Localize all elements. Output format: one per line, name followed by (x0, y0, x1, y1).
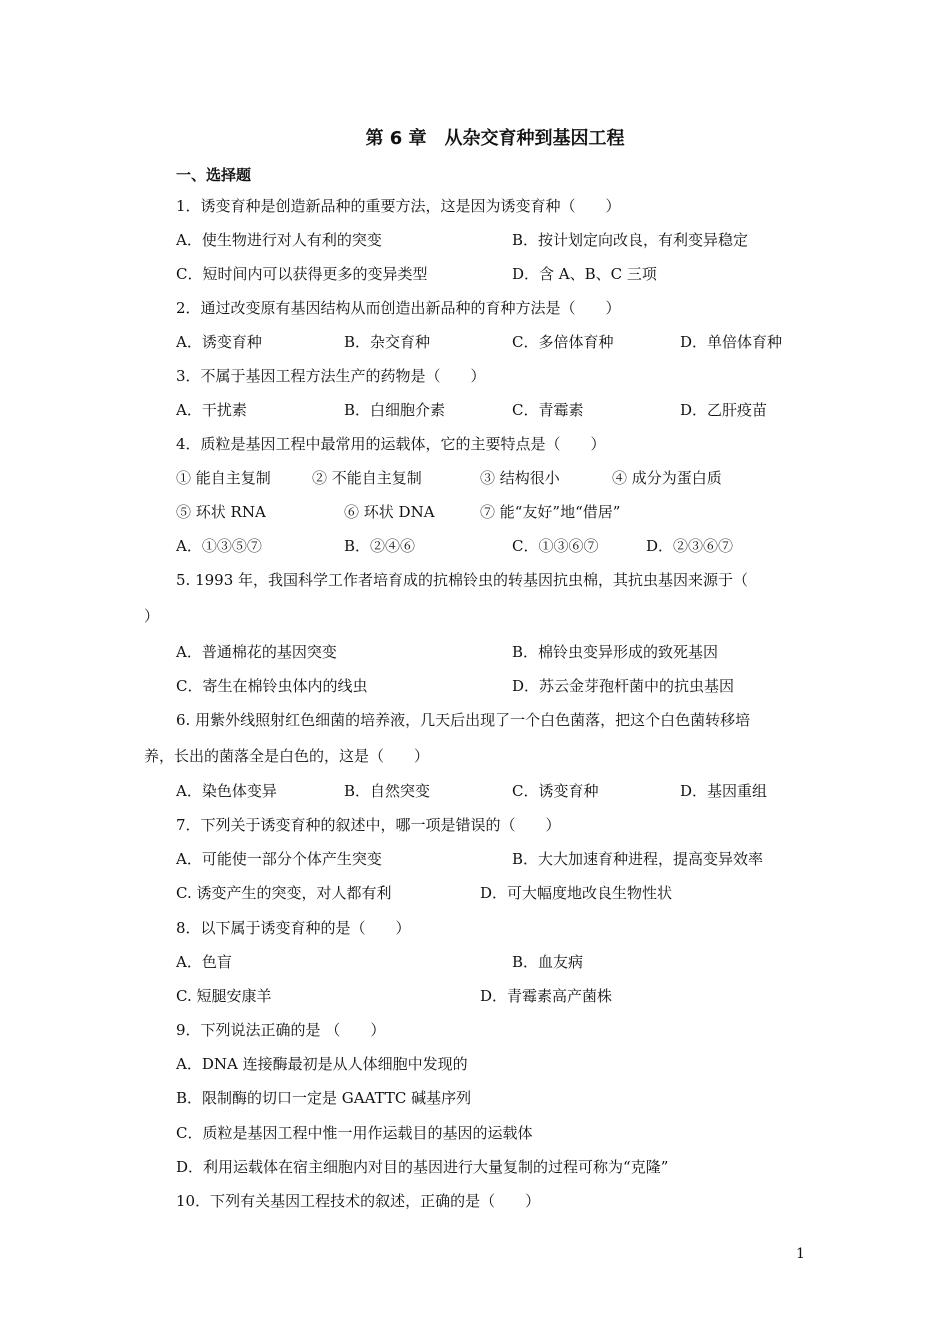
question-4-stem: 4．质粒是基因工程中最常用的运载体，它的主要特点是（ ） (176, 435, 606, 453)
question-8-option-c: C. 短腿安康羊 (176, 987, 272, 1005)
question-4-item-4: ④ 成分为蛋白质 (612, 469, 722, 487)
question-4-option-c: C．①③⑥⑦ (512, 537, 599, 555)
question-1-option-d: D．含 A、B、C 三项 (512, 265, 657, 283)
question-5-stem: 5. 1993 年，我国科学工作者培育成的抗棉铃虫的转基因抗虫棉，其抗虫基因来源于（ (176, 571, 749, 589)
question-6-option-d: D．基因重组 (680, 782, 768, 800)
question-7-stem: 7．下列关于诱变育种的叙述中，哪一项是错误的（ ） (176, 816, 561, 834)
question-3-option-d: D．乙肝疫苗 (680, 401, 768, 419)
question-8-stem: 8．以下属于诱变育种的是（ ） (176, 919, 411, 937)
question-3-option-a: A．干扰素 (176, 401, 247, 419)
question-8-option-a: A．色盲 (176, 953, 232, 971)
question-7-option-a: A．可能使一部分个体产生突变 (176, 850, 382, 868)
question-9-option-b: B．限制酶的切口一定是 GAATTC 碱基序列 (176, 1089, 472, 1107)
question-9-option-d: D．利用运载体在宿主细胞内对目的基因进行大量复制的过程可称为“克隆” (176, 1158, 669, 1176)
question-4-item-2: ② 不能自主复制 (312, 469, 422, 487)
question-6-option-b: B．自然突变 (344, 782, 431, 800)
question-4-item-6: ⑥ 环状 DNA (344, 503, 435, 521)
question-2-option-b: B．杂交育种 (344, 333, 431, 351)
question-4-item-5: ⑤ 环状 RNA (176, 503, 266, 521)
question-1-option-b: B．按计划定向改良，有利变异稳定 (512, 231, 749, 249)
question-4-item-3: ③ 结构很小 (480, 469, 560, 487)
page-number: 1 (796, 1246, 805, 1262)
question-4-item-7: ⑦ 能“友好”地“借居” (480, 503, 621, 521)
question-8-option-d: D．青霉素高产菌株 (480, 987, 613, 1005)
question-9-option-c: C．质粒是基因工程中惟一用作运载目的基因的运载体 (176, 1124, 533, 1142)
question-2-stem: 2．通过改变原有基因结构从而创造出新品种的育种方法是（ ） (176, 299, 621, 317)
question-7-option-c: C. 诱变产生的突变，对人都有利 (176, 884, 392, 902)
question-3-option-c: C．青霉素 (512, 401, 584, 419)
question-1-option-a: A．使生物进行对人有利的突变 (176, 231, 382, 249)
chapter-title: 第 6 章 从杂交育种到基因工程 (365, 128, 625, 149)
question-2-option-a: A．诱变育种 (176, 333, 262, 351)
question-4-item-1: ① 能自主复制 (176, 469, 271, 487)
question-8-option-b: B．血友病 (512, 953, 584, 971)
question-5-option-a: A．普通棉花的基因突变 (176, 643, 337, 661)
question-3-option-b: B．白细胞介素 (344, 401, 446, 419)
question-6-stem: 6. 用紫外线照射红色细菌的培养液，几天后出现了一个白色菌落，把这个白色菌转移培 (176, 711, 751, 729)
question-4-option-d: D．②③⑥⑦ (646, 537, 734, 555)
question-4-option-a: A．①③⑤⑦ (176, 537, 262, 555)
question-5-option-b: B．棉铃虫变异形成的致死基因 (512, 643, 719, 661)
question-2-option-c: C．多倍体育种 (512, 333, 614, 351)
question-7-option-b: B．大大加速育种进程，提高变异效率 (512, 850, 764, 868)
question-4-option-b: B．②④⑥ (344, 537, 416, 555)
question-6-stem-continuation: 养，长出的菌落全是白色的，这是（ ） (144, 747, 430, 765)
question-6-option-a: A．染色体变异 (176, 782, 277, 800)
question-6-option-c: C．诱变育种 (512, 782, 599, 800)
question-3-stem: 3．不属于基因工程方法生产的药物是（ ） (176, 367, 486, 385)
question-9-option-a: A．DNA 连接酶最初是从人体细胞中发现的 (176, 1055, 468, 1073)
section-heading: 一、选择题 (176, 166, 252, 184)
question-2-option-d: D．单倍体育种 (680, 333, 783, 351)
question-5-option-d: D．苏云金芽孢杆菌中的抗虫基因 (512, 677, 735, 695)
question-1-option-c: C．短时间内可以获得更多的变异类型 (176, 265, 428, 283)
question-5-stem-continuation: ） (144, 607, 160, 625)
question-7-option-d: D．可大幅度地改良生物性状 (480, 884, 673, 902)
question-1-stem: 1．诱变育种是创造新品种的重要方法，这是因为诱变育种（ ） (176, 197, 621, 215)
question-9-stem: 9．下列说法正确的是 （ ） (176, 1021, 386, 1039)
question-5-option-c: C．寄生在棉铃虫体内的线虫 (176, 677, 368, 695)
question-10-stem: 10．下列有关基因工程技术的叙述，正确的是（ ） (176, 1192, 541, 1210)
